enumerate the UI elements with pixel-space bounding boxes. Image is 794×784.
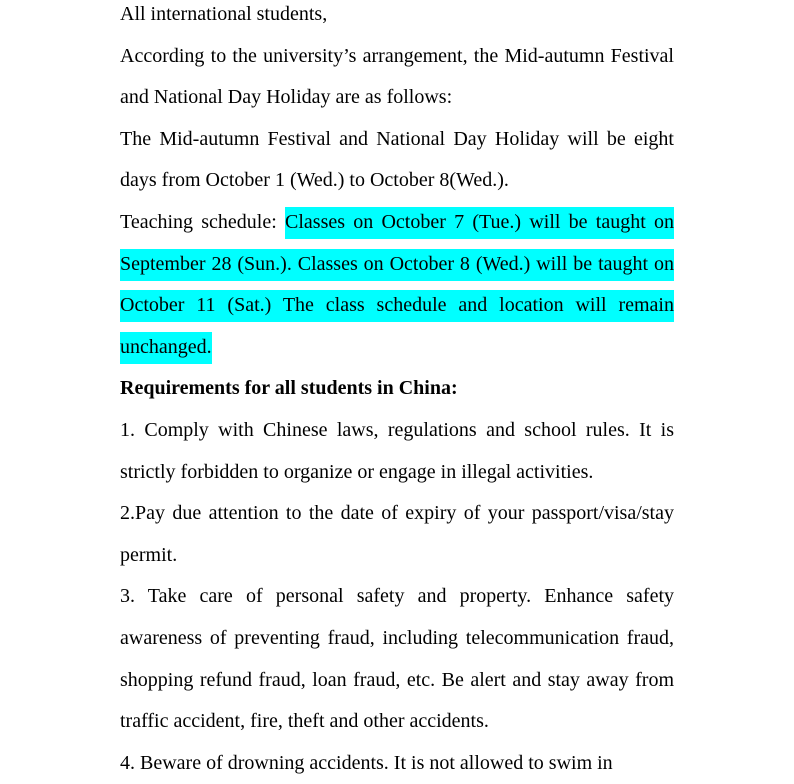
notice-body <box>120 0 674 784</box>
teaching-schedule-highlight: Classes on October 7 (Tue.) will be taught on September 28 (Sun.). Classes on October 8 (Wed.) will be taught on October 11 (Sat.) The class schedule and location will remain unchanged. <box>120 207 674 364</box>
requirement-item-1: 1. Comply with Chinese laws, regulations and school rules. It is strictly forbidden to organize or engage in illegal activities. <box>120 418 674 483</box>
teaching-schedule-paragraph <box>120 202 674 368</box>
teaching-schedule-label: Teaching schedule: <box>120 210 286 233</box>
requirements-heading: Requirements for all students in China: <box>120 377 458 400</box>
requirement-item-2: 2.Pay due attention to the date of expiry of your passport/visa/stay permit. <box>120 502 674 566</box>
intro-paragraph: According to the university’s arrangement, the Mid-autumn Festival and National Day Holiday are as follows: <box>120 44 674 109</box>
holiday-paragraph: The Mid-autumn Festival and National Day Holiday will be eight days from October 1 (Wed.) to October 8(Wed.). <box>120 127 674 192</box>
requirement-item-3: 3. Take care of personal safety and property. Enhance safety awareness of preventing fraud, including telecommunication fraud, shopping refund fraud, loan fraud, etc. Be alert and stay away from traffic accident, fire, theft and other accidents. <box>120 585 674 733</box>
requirement-item-4: 4. Beware of drowning accidents. It is not allowed to swim in <box>120 751 613 774</box>
greeting: All international students, <box>120 3 328 25</box>
